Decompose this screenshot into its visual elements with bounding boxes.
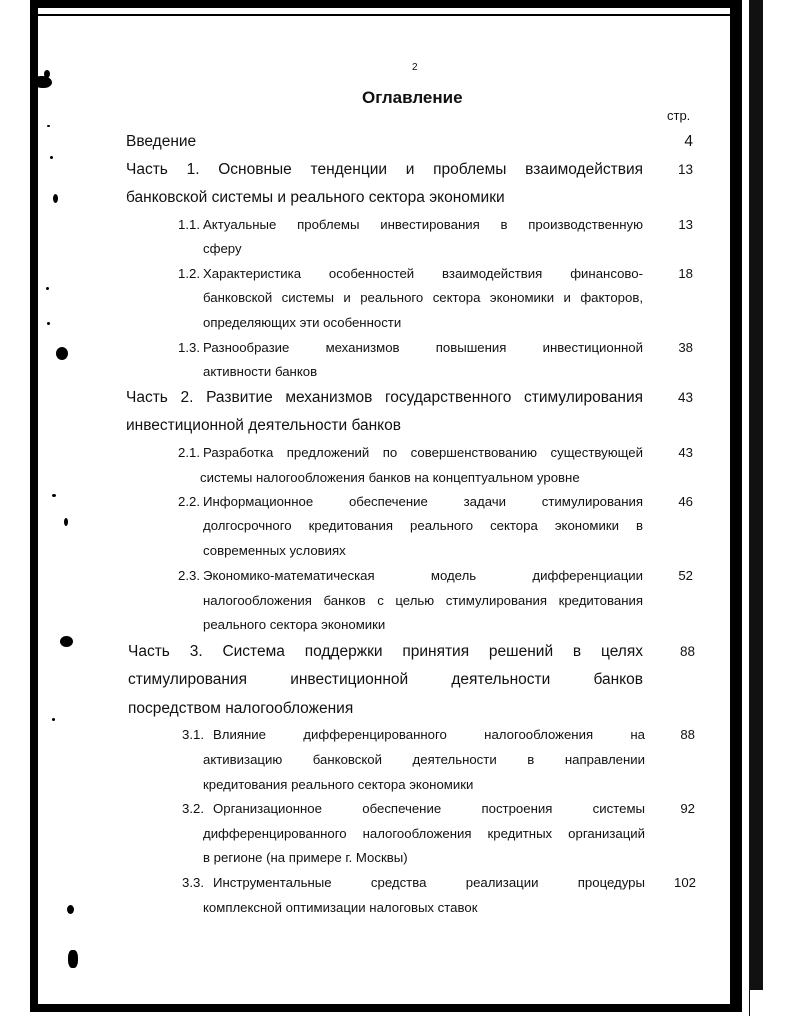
scan-border-bottom [30,1004,750,1012]
toc-section-number: 3.3. [182,875,204,890]
toc-part-title-line: банковской системы и реального сектора экономики [126,189,505,206]
toc-section-line: современных условиях [203,543,346,558]
toc-section-line: Характеристика особенностей взаимодействия финансово- [203,266,643,281]
toc-entry-page: 46 [678,494,693,509]
toc-section-line: Организационное обеспечение построения системы [213,801,645,816]
toc-section-line: Разнообразие механизмов повышения инвестиционной [203,340,643,355]
toc-part-title-line: Часть 2. Развитие механизмов государственного стимулирования [126,389,643,406]
scan-blot [64,518,68,526]
page-number: 2 [412,62,418,73]
scan-blot [50,156,53,159]
scan-blot [60,636,73,647]
toc-entry-page: 43 [678,445,693,460]
toc-section-line: сферу [203,241,242,256]
toc-section-number: 2.1. [178,445,200,460]
scan-blot [67,905,74,914]
toc-part-title-line: инвестиционной деятельности банков [126,417,401,434]
toc-part-title-line: стимулирования инвестиционной деятельности банков [128,671,643,688]
toc-entry-page: 13 [678,217,693,232]
toc-section-line: банковской системы и реального сектора экономики и факторов, [203,290,643,305]
toc-section-line: комплексной оптимизации налоговых ставок [203,900,478,915]
toc-part-title-line: Часть 3. Система поддержки принятия решений в целях [128,643,643,660]
toc-section-line: реального сектора экономики [203,617,386,632]
toc-section-line: дифференцированного налогообложения кредитных организаций [203,826,645,841]
toc-section-line: системы налогообложения банков на концептуальном уровне [200,470,580,485]
page-column-label: стр. [667,108,691,123]
toc-section-line: Актуальные проблемы инвестирования в производственную [203,217,643,232]
toc-part-title-line: посредством налогообложения [128,700,354,717]
toc-section-line: активизацию банковской деятельности в направлении [203,752,645,767]
toc-entry-page: 88 [680,727,695,742]
toc-section-line: кредитования реального сектора экономики [203,777,474,792]
toc-entry-page: 4 [684,133,693,150]
scan-blot [44,70,50,78]
toc-section-number: 2.2. [178,494,200,509]
scan-border-top-inner [38,8,730,14]
scan-blot [68,950,78,968]
scan-border-right-edge-cut [750,990,764,1016]
scan-blot [52,494,56,497]
toc-section-number: 3.1. [182,727,204,742]
toc-entry-page: 43 [677,390,693,405]
toc-entry-page: 38 [678,340,693,355]
scan-blot [47,125,50,127]
toc-part-title-line: Часть 1. Основные тенденции и проблемы взаимодействия [126,161,643,178]
toc-section-line: Экономико-математическая модель дифференциации [203,568,643,583]
toc-entry-page: 52 [678,568,693,583]
scan-blot [46,287,49,290]
toc-section-line: налогообложения банков с целью стимулирования кредитования [203,593,643,608]
toc-section-line: определяющих эти особенности [203,315,402,330]
toc-entry-page: 92 [680,801,695,816]
scan-blot [53,194,58,203]
scan-blot [47,322,50,325]
toc-section-number: 1.1. [178,217,200,232]
toc-section-number: 1.3. [178,340,200,355]
toc-section-line: Информационное обеспечение задачи стимулирования [203,494,643,509]
toc-section-line: Разработка предложений по совершенствованию существующей [203,445,643,460]
toc-section-number: 2.3. [178,568,200,583]
toc-section-line: активности банков [203,364,318,379]
scan-border-right-edge [749,0,763,1016]
toc-section-line: Влияние дифференцированного налогообложения на [213,727,645,742]
scan-border-left [30,14,38,1012]
toc-section-line: долгосрочного кредитования реального сектора экономики в [203,518,643,533]
toc-section-number: 3.2. [182,801,204,816]
toc-section-number: 1.2. [178,266,200,281]
toc-section-line: в регионе (на примере г. Москвы) [203,850,408,865]
toc-section-line: Инструментальные средства реализации процедуры [213,875,645,890]
toc-entry-page: 88 [679,644,695,659]
toc-entry-page: 102 [673,875,696,890]
toc-entry-page: 13 [677,162,693,177]
toc-entry-label: Введение [126,133,197,150]
toc-entry-page: 18 [678,266,693,281]
scan-blot [52,718,55,721]
scan-blot [34,76,52,88]
scan-blot [56,347,68,360]
page-title: Оглавление [362,88,463,107]
